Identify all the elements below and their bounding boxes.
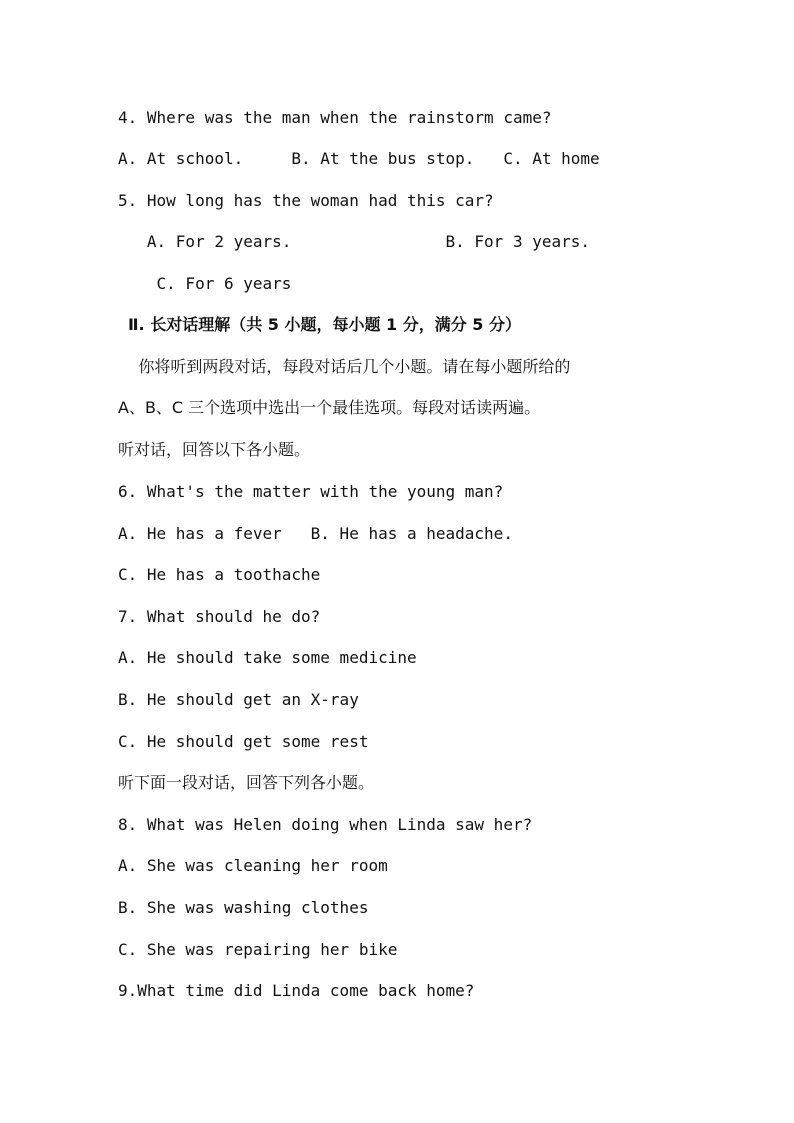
question-6-option-c: C. He has a toothache bbox=[118, 565, 321, 584]
question-6: 6. What's the matter with the young man? bbox=[118, 482, 504, 501]
section-2-instruction-1: 你将听到两段对话，每段对话后几个小题。请在每小题所给的 bbox=[118, 357, 571, 376]
question-8: 8. What was Helen doing when Linda saw her? bbox=[118, 815, 533, 834]
question-5: 5. How long has the woman had this car? bbox=[118, 191, 494, 210]
dialog-1-intro: 听对话，回答以下各小题。 bbox=[118, 440, 311, 459]
dialog-2-intro: 听下面一段对话，回答下列各小题。 bbox=[118, 773, 375, 792]
question-9: 9.What time did Linda come back home? bbox=[118, 981, 475, 1000]
question-4: 4. Where was the man when the rainstorm came? bbox=[118, 108, 552, 127]
question-5-option-c: C. For 6 years bbox=[118, 274, 292, 293]
question-7-option-c: C. He should get some rest bbox=[118, 732, 369, 751]
question-5-options-ab: A. For 2 years. B. For 3 years. bbox=[118, 232, 591, 251]
section-2-instruction-2: A、B、C 三个选项中选出一个最佳选项。每段对话读两遍。 bbox=[118, 398, 541, 417]
section-2-title: Ⅱ. 长对话理解（共 5 小题，每小题 1 分，满分 5 分） bbox=[128, 315, 522, 334]
question-7-option-b: B. He should get an X-ray bbox=[118, 690, 359, 709]
question-7-option-a: A. He should take some medicine bbox=[118, 648, 417, 667]
question-7: 7. What should he do? bbox=[118, 607, 321, 626]
question-6-options-ab: A. He has a fever B. He has a headache. bbox=[118, 524, 513, 543]
question-8-option-c: C. She was repairing her bike bbox=[118, 940, 398, 959]
question-8-option-a: A. She was cleaning her room bbox=[118, 856, 388, 875]
question-4-options: A. At school. B. At the bus stop. C. At home bbox=[118, 149, 600, 168]
question-8-option-b: B. She was washing clothes bbox=[118, 898, 369, 917]
